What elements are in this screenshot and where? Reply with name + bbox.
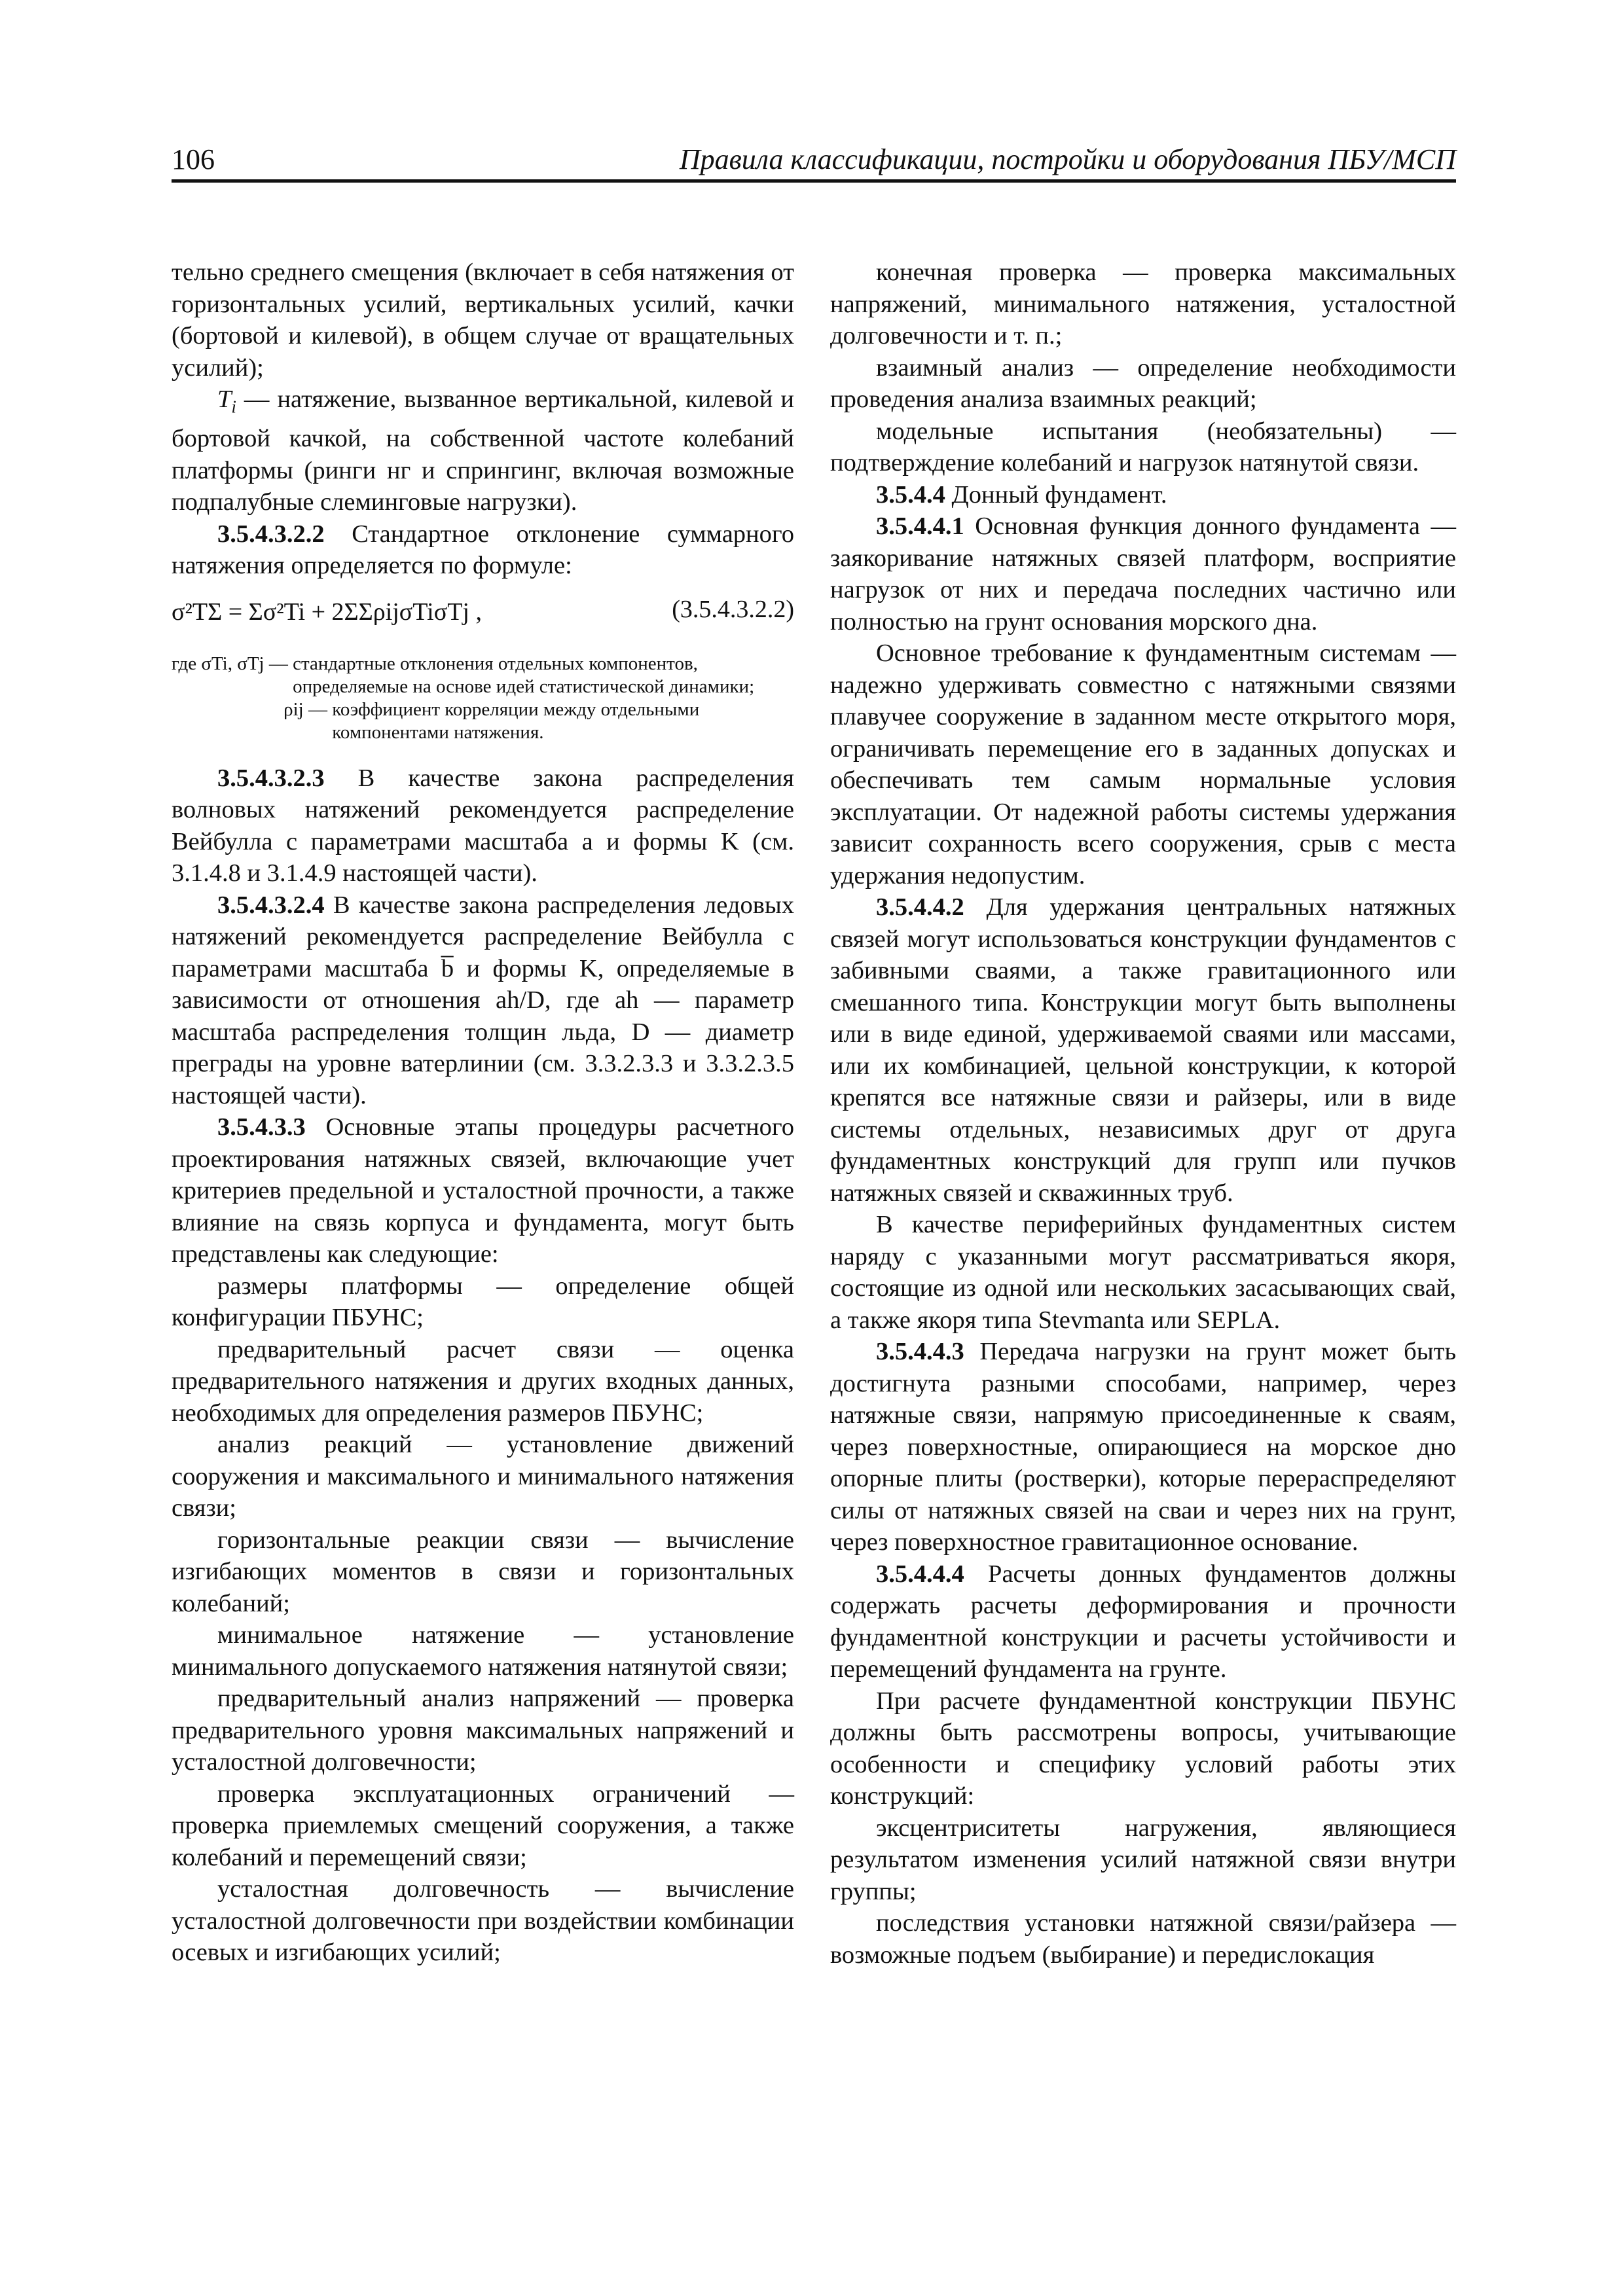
legend-item [172, 653, 794, 698]
paragraph-text: Основные этапы процедуры расчетного проектирования натяжных связей, включающие учет критериев предельной и усталостной прочности, а также влияние на связь корпуса и фундамента, могут быть представлены как следующие: [172, 1113, 794, 1268]
section-paragraph [830, 1558, 1456, 1685]
page-header [172, 140, 1456, 183]
paragraph-text: Расчеты донных фундаментов должны содержать расчеты деформирования и прочности фундаментной конструкции и расчеты устойчивости и перемещений фундамента на грунте. [830, 1560, 1456, 1683]
formula [172, 590, 794, 650]
section-number: 3.5.4.3.2.2 [217, 520, 325, 548]
list-item: взаимный анализ — определение необходимости проведения анализа взаимных реакций; [830, 353, 1456, 413]
legend-symbol: где σTi, σTj — [172, 653, 288, 674]
left-column [172, 257, 794, 1969]
paragraph: При расчете фундаментной конструкции ПБУНС должны быть рассмотрены вопросы, учитывающие особенности и специфику условий работы этих конструкций: [830, 1687, 1456, 1810]
section-number: 3.5.4.4.3 [876, 1338, 964, 1365]
list-item: размеры платформы — определение общей конфигурации ПБУНС; [172, 1272, 794, 1332]
paragraph-text: Донный фундамент. [945, 480, 1167, 509]
legend-item [172, 698, 794, 744]
list-item: минимальное натяжение — установление минимального допускаемого натяжения натянутой связи; [172, 1621, 794, 1681]
section-number: 3.5.4.3.3 [217, 1113, 306, 1141]
paragraph-text: Стандартное отклонение суммарного натяжения определяется по формуле: [172, 520, 794, 580]
symbol-t: T [217, 386, 232, 413]
list-item: проверка эксплуатационных ограничений — проверка приемлемых смещений сооружения, а также колебаний и перемещений связи; [172, 1780, 794, 1871]
paragraph: В качестве периферийных фундаментных систем наряду с указанными могут рассматриваться якоря, состоящие из одной или нескольких засасывающих свай, а также якоря типа Stevmanta или SEPLA. [830, 1211, 1456, 1334]
list-item: усталостная долговечность — вычисление усталостной долговечности при воздействии комбинации осевых и изгибающих усилий; [172, 1875, 794, 1967]
section-paragraph [830, 891, 1456, 1209]
paragraph-text: В качестве закона распределения волновых натяжений рекомендуется распределение Вейбулла с параметрами масштаба a и формы K (см. 3.1.4.8 и 3.1.4.9 настоящей части). [172, 764, 794, 888]
formula-number: (3.5.4.3.2.2) [672, 595, 794, 623]
page-number: 106 [172, 143, 215, 175]
paragraph-text: Основная функция донного фундамента — заякоривание натяжных связей платформ, восприятие нагрузок от них и передача последних частично или полностью на грунт основания морского дна. [830, 512, 1456, 636]
list-item: эксцентриситеты нагружения, являющиеся результатом изменения усилий натяжной связи внутри группы; [830, 1814, 1456, 1905]
section-number: 3.5.4.3.2.4 [217, 891, 325, 919]
formula-expression: σ²TΣ = Σσ²Ti + 2ΣΣρijσTiσTj , [172, 598, 482, 626]
section-paragraph [830, 1336, 1456, 1558]
section-paragraph [830, 479, 1456, 511]
formula-legend [172, 653, 794, 744]
section-paragraph [172, 889, 794, 1112]
legend-text: стандартные отклонения отдельных компонентов, определяемые на основе идей статистической динамики; [293, 653, 755, 697]
paragraph [172, 384, 794, 518]
legend-symbol: ρij — [283, 698, 327, 720]
list-item: горизонтальные реакции связи — вычисление изгибающих моментов в связи и горизонтальных колебаний; [172, 1526, 794, 1617]
section-number: 3.5.4.4.4 [876, 1560, 964, 1588]
legend-text: коэффициент корреляции между отдельными компонентами натяжения. [332, 698, 700, 743]
section-paragraph [172, 762, 794, 889]
section-number: 3.5.4.3.2.3 [217, 764, 325, 792]
section-number: 3.5.4.4.1 [876, 512, 964, 540]
section-paragraph [830, 511, 1456, 637]
right-column [830, 257, 1456, 1971]
section-paragraph [172, 1111, 794, 1270]
paragraph-text: Передача нагрузки на грунт может быть достигнута разными способами, например, через натяжные связи, напрямую присоединенные к сваям, через поверхностные, опирающиеся на морское дно опорные плиты (ростверки), которые перераспределяют силы от натяжных связей на сваи и через них на грунт, через поверхностное гравитационное основание. [830, 1338, 1456, 1556]
list-item: последствия установки натяжной связи/райзера — возможные подъем (выбирание) и передислокация [830, 1909, 1456, 1969]
paragraph-text: Для удержания центральных натяжных связей могут использоваться конструкции фундаментов с забивными сваями, а также гравитационного или смешанного типа. Конструкции могут быть выполнены или в виде единой, удерживаемой сваями или массами, или их комбинацией, цельной конструкции, к которой крепятся все натяжные связи и райзеры, или в виде системы отдельных, независимых друг от друга фундаментных конструкций для групп или пучков натяжных связей и скважинных труб. [830, 893, 1456, 1207]
list-item: предварительный анализ напряжений — проверка предварительного уровня максимальных напряжений и усталостной долговечности; [172, 1685, 794, 1776]
paragraph: тельно среднего смещения (включает в себя натяжения от горизонтальных усилий, вертикальных усилий, качки (бортовой и килевой), в общем случае от вращательных усилий); [172, 259, 794, 382]
symbol-sub: i [231, 397, 236, 417]
section-paragraph [172, 518, 794, 582]
list-item: предварительный расчет связи — оценка предварительного натяжения и других входных данных, необходимых для определения размеров ПБУНС; [172, 1335, 794, 1427]
list-item: модельные испытания (необязательны) — подтверждение колебаний и нагрузок натянутой связи. [830, 417, 1456, 476]
list-item: анализ реакций — установление движений сооружения и максимального и минимального натяжения связи; [172, 1431, 794, 1522]
section-number: 3.5.4.4 [876, 480, 945, 509]
paragraph-text: В качестве закона распределения ледовых натяжений рекомендуется распределение Вейбулла с параметрами масштаба b̅ и формы K, определяемые в зависимости от отношения ah/D, где ah — параметр масштаба распределения толщин льда, D — диаметр преграды на уровне ватерлинии (см. 3.3.2.3.3 и 3.3.2.3.5 настоящей части). [172, 891, 794, 1109]
list-item: конечная проверка — проверка максимальных напряжений, минимального натяжения, усталостной долговечности и т. п.; [830, 259, 1456, 350]
section-number: 3.5.4.4.2 [876, 893, 964, 921]
paragraph-text: — натяжение, вызванное вертикальной, килевой и бортовой качкой, на собственной частоте колебаний платформы (ринги нг и спрингинг, включая возможные подпалубные слеминговые нагрузки). [172, 386, 794, 516]
running-title: Правила классификации, постройки и оборудования ПБУ/МСП [679, 143, 1456, 175]
paragraph: Основное требование к фундаментным системам — надежно удерживать совместно с натяжными связями плавучее сооружение в заданном месте открытого моря, ограничивать перемещение его в заданных допусках и обеспечивать тем самым нормальные условия эксплуатации. От надежной работы системы удержания зависит сохранность всего сооружения, срыв с места удержания недопустим. [830, 639, 1456, 889]
